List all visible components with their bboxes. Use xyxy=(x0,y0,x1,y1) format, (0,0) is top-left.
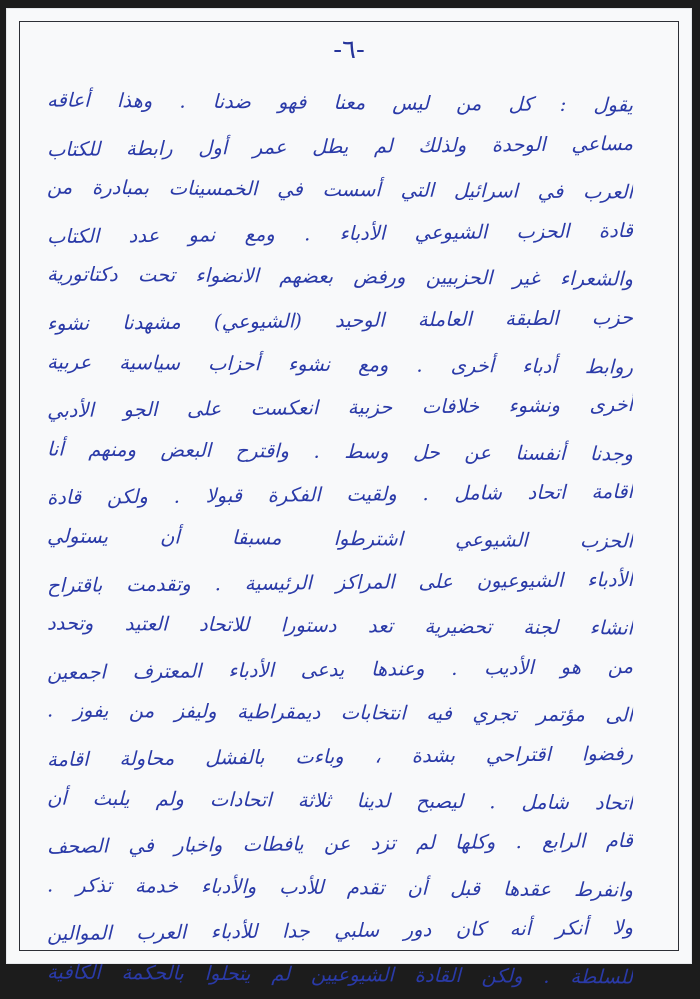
text-line-17: اتحاد شامل . ليصبح لدينا ثلاثة اتحادات ولم يلبث أن xyxy=(46,785,634,815)
text-line-5: والشعراء غير الحزبيين ورفض بعضهم الانضواء تحت دكتاتورية xyxy=(46,262,634,291)
text-line-7: روابط أدباء أخرى . ومع نشوء أحزاب سياسية عربية xyxy=(46,350,634,379)
document-page xyxy=(6,8,692,989)
page-number: -٦- xyxy=(333,35,365,65)
text-line-21: للسلطة . ولكن القادة الشيوعيين لم يتحلوا بالحكمة الكافية xyxy=(46,960,634,989)
text-line-20: ولا أنكر أنه كان دور سلبي جدا للأدباء العرب الموالين xyxy=(46,916,634,946)
text-line-2: مساعي الوحدة ولذلك لم يطل عمر أول رابطة للكتاب xyxy=(46,131,634,161)
text-line-10: اقامة اتحاد شامل . ولقيت الفكرة قبولا . ولكن قادة xyxy=(46,480,634,510)
text-line-15: الى مؤتمر تجري فيه انتخابات ديمقراطية وليفز من يفوز . xyxy=(46,698,634,727)
text-line-18: قام الرابع . وكلها لم تزد عن يافطات واخبار في الصحف xyxy=(46,829,634,859)
text-line-19: وانفرط عقدها قبل أن تقدم للأدب والأدباء خدمة تذكر . xyxy=(46,873,634,902)
text-line-16: رفضوا اقتراحي بشدة ، وباءت بالفشل محاولة اقامة xyxy=(46,741,634,771)
text-line-13: انشاء لجنة تحضيرية تعد دستورا للاتحاد العتيد وتحدد xyxy=(46,611,634,640)
text-line-4: قادة الحزب الشيوعي الأدباء . ومع نمو عدد الكتاب xyxy=(46,218,634,248)
text-line-6: حزب الطبقة العاملة الوحيد (الشيوعي) مشهدنا نشوء xyxy=(46,305,634,336)
text-line-12: الأدباء الشيوعيون على المراكز الرئيسية . وتقدمت باقتراح xyxy=(46,567,634,597)
text-line-3: العرب في اسرائيل التي أسست في الخمسينات بمبادرة من xyxy=(46,175,634,204)
text-line-1: يقول : كل من ليس معنا فهو ضدنا . وهذا أعاقه xyxy=(46,88,634,117)
text-line-8: أخرى ونشوء خلافات حزبية انعكست على الجو الأدبي xyxy=(46,393,634,423)
text-line-14: من هو الأديب . وعندها يدعى الأدباء المعترف اجمعين xyxy=(46,654,634,684)
text-line-9: وجدنا أنفسنا عن حل وسط . واقترح البعض ومنهم أنا xyxy=(46,437,634,466)
text-line-11: الحزب الشيوعي اشترطوا مسبقا أن يستولي xyxy=(46,524,634,553)
handwritten-text-block xyxy=(47,81,633,996)
